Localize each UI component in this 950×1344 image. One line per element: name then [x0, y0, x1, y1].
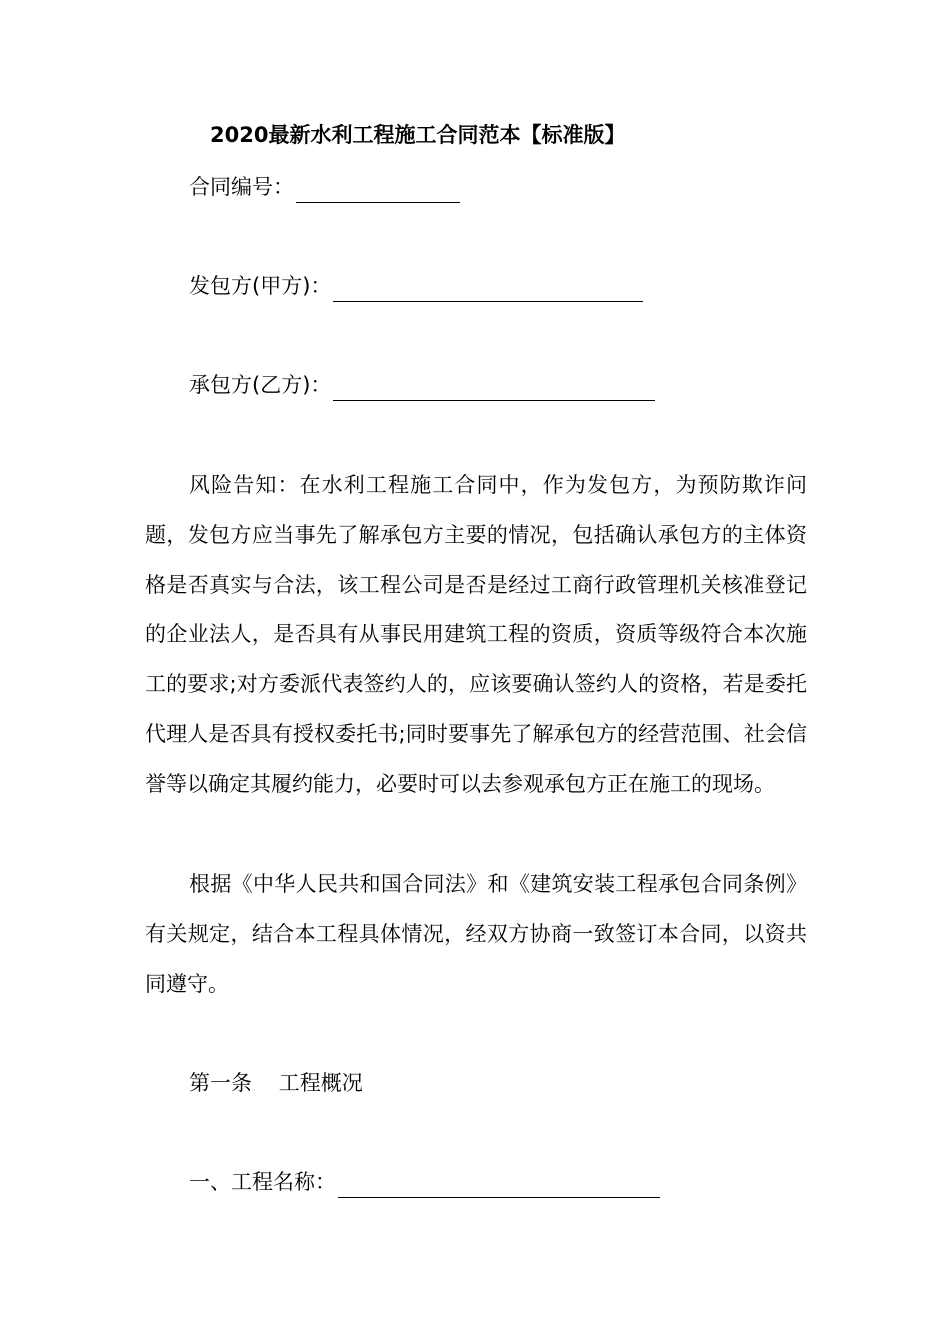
party-a-line [189, 270, 643, 302]
contract-number-line [189, 171, 460, 203]
project-name-blank [338, 1171, 660, 1198]
party-a-blank [333, 275, 643, 302]
party-a-label: 发包方(甲方)： [189, 274, 332, 298]
basis-paragraph: 根据《中华人民共和国合同法》和《建筑安装工程承包合同条例》有关规定，结合本工程具体情况，经双方协商一致签订本合同，以资共同遵守。 [145, 872, 807, 996]
project-name-label: 一、工程名称： [189, 1170, 336, 1194]
document-title: 2020最新水利工程施工合同范本【标准版】 [210, 123, 626, 147]
contract-number-label: 合同编号： [189, 175, 294, 199]
party-b-label: 承包方(乙方)： [189, 373, 332, 397]
risk-notice-paragraph: 风险告知：在水利工程施工合同中，作为发包方，为预防欺诈问题，发包方应当事先了解承包方主要的情况，包括确认承包方的主体资格是否真实与合法，该工程公司是否是经过工商行政管理机关核准登记的企业法人，是否具有从事民用建筑工程的资质，资质等级符合本次施工的要求;对方委派代表签约人的，应该要确认签约人的资格，若是委托代理人是否具有授权委托书;同时要事先了解承包方的经营范围、社会信誉等以确定其履约能力，必要时可以去参观承包方正在施工的现场。 [145, 473, 807, 796]
project-name-line [189, 1166, 660, 1198]
contract-number-blank [296, 176, 460, 203]
party-b-blank [333, 374, 655, 401]
party-b-line [189, 369, 655, 401]
article-1-heading: 第一条 工程概况 [189, 1071, 363, 1095]
